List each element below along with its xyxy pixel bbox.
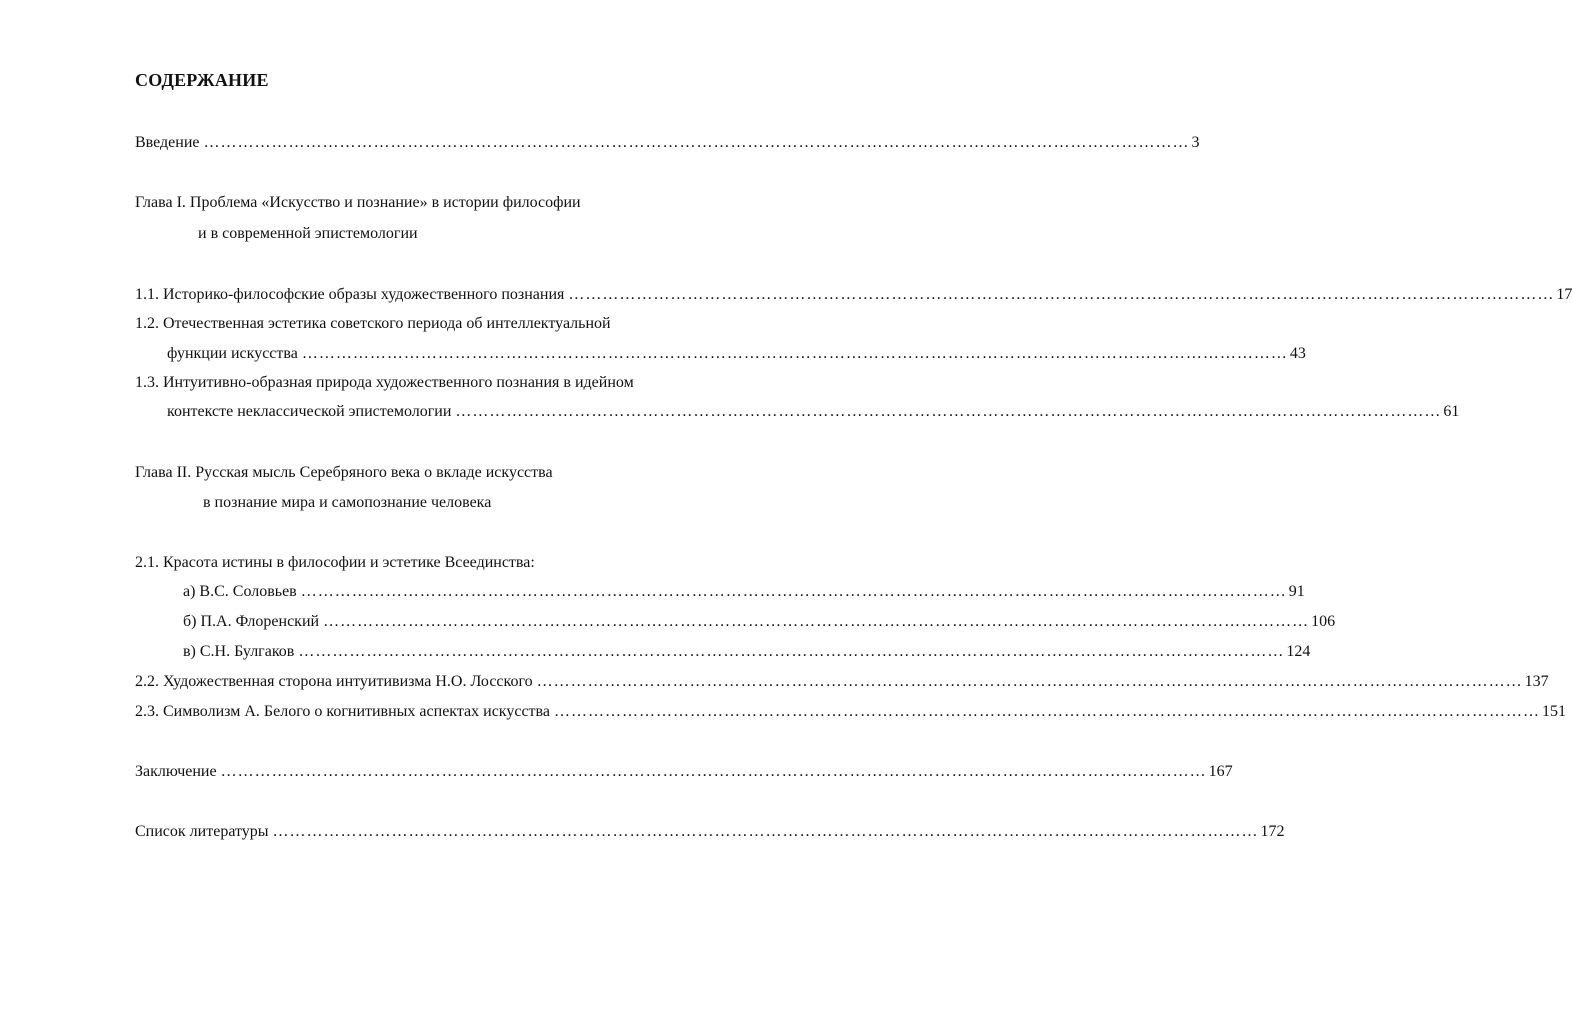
toc-entry-2-1-c	[183, 642, 1311, 662]
dot-leader: …………………………………………………………………………………………………………………………………………………………	[272, 823, 1259, 840]
toc-entry-label: Список литературы	[135, 823, 269, 840]
toc-entry-label: функции искусства	[167, 345, 298, 362]
toc-entry-intro	[135, 133, 1200, 153]
toc-entry-1-1	[135, 285, 1572, 305]
dot-leader: …………………………………………………………………………………………………………………………………………………………	[298, 643, 1285, 660]
toc-entry-2-2	[135, 672, 1549, 692]
dot-leader: …………………………………………………………………………………………………………………………………………………………	[300, 583, 1287, 600]
toc-entry-2-1-line-1: 2.1. Красота истины в философии и эстетике Всеединства:	[135, 554, 535, 571]
toc-entry-bibliography	[135, 822, 1285, 842]
dot-leader: …………………………………………………………………………………………………………………………………………………………	[323, 613, 1310, 630]
toc-entry-label: 2.3. Символизм А. Белого о когнитивных аспектах искусства	[135, 703, 550, 720]
toc-entry-1-2-line-1: 1.2. Отечественная эстетика советского периода об интеллектуальной	[135, 315, 611, 332]
dot-leader: …………………………………………………………………………………………………………………………………………………………	[301, 345, 1288, 362]
toc-entry-1-3-line-1: 1.3. Интуитивно-образная природа художественного познания в идейном	[135, 374, 634, 391]
dot-leader: …………………………………………………………………………………………………………………………………………………………	[455, 403, 1442, 420]
toc-entry-label: контексте неклассической эпистемологии	[167, 403, 452, 420]
toc-entry-label: в) С.Н. Булгаков	[183, 643, 295, 660]
chapter-1-title-line-2: и в современной эпистемологии	[198, 225, 418, 242]
dot-leader: …………………………………………………………………………………………………………………………………………………………	[203, 134, 1190, 151]
toc-page-number: 167	[1208, 763, 1233, 780]
chapter-2-title-line-2: в познание мира и самопознание человека	[203, 494, 492, 511]
toc-page-number: 43	[1289, 345, 1306, 362]
toc-entry-2-3	[135, 702, 1566, 722]
dot-leader: …………………………………………………………………………………………………………………………………………………………	[536, 673, 1523, 690]
toc-entry-label: Заключение	[135, 763, 217, 780]
toc-page-number: 3	[1191, 134, 1200, 151]
dot-leader: …………………………………………………………………………………………………………………………………………………………	[554, 703, 1540, 720]
toc-entry-label: Введение	[135, 134, 200, 151]
toc-entry-1-2	[167, 344, 1306, 364]
toc-entry-conclusion	[135, 762, 1233, 782]
toc-title: СОДЕРЖАНИЕ	[135, 70, 269, 90]
toc-page-number: 124	[1286, 643, 1311, 660]
chapter-2-title-line-1: Глава II. Русская мысль Серебряного века о вкладе искусства	[135, 464, 553, 481]
toc-page-number: 137	[1524, 673, 1549, 690]
toc-page-number: 17	[1556, 286, 1572, 303]
toc-page-number: 106	[1311, 613, 1336, 630]
toc-entry-label: 1.1. Историко-философские образы художественного познания	[135, 286, 565, 303]
toc-entry-1-3	[167, 402, 1460, 422]
chapter-1-title-line-1: Глава I. Проблема «Искусство и познание» в истории философии	[135, 194, 581, 211]
dot-leader: …………………………………………………………………………………………………………………………………………………………	[220, 763, 1207, 780]
toc-page-number: 151	[1542, 703, 1566, 720]
toc-entry-label: 2.2. Художественная сторона интуитивизма Н.О. Лосского	[135, 673, 533, 690]
toc-entry-2-1-a	[183, 582, 1305, 602]
toc-page-number: 172	[1260, 823, 1285, 840]
toc-entry-2-1-b	[183, 612, 1336, 632]
toc-page-number: 61	[1443, 403, 1460, 420]
toc-page-number: 91	[1288, 583, 1305, 600]
dot-leader: …………………………………………………………………………………………………………………………………………………………	[568, 286, 1555, 303]
toc-entry-label: б) П.А. Флоренский	[183, 613, 320, 630]
toc-entry-label: а) В.С. Соловьев	[183, 583, 297, 600]
